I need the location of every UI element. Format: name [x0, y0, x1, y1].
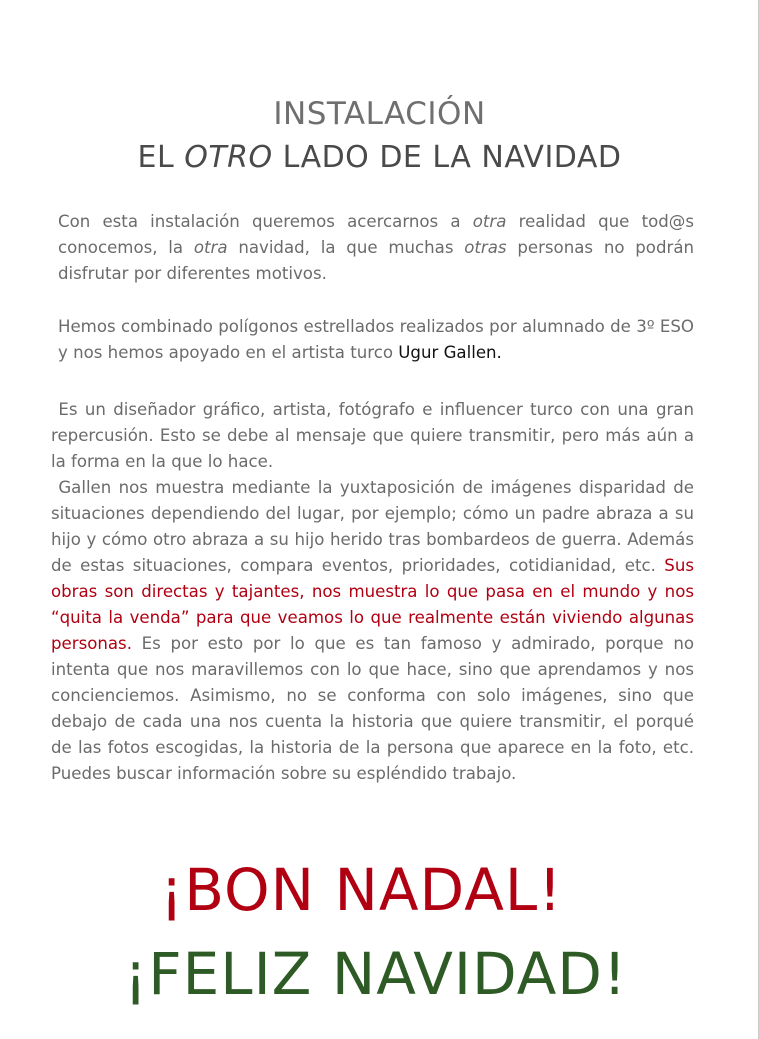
- subtitle-part-2: LADO DE LA NAVIDAD: [272, 140, 622, 175]
- p1-text-1: Con esta instalación queremos acercarnos a: [58, 212, 473, 231]
- subtitle-emphasis: OTRO: [184, 140, 273, 175]
- artist-name: Ugur Gallen.: [398, 343, 502, 362]
- highlighted-quote: Sus obras son directas y tajantes, nos muestra lo que pasa en el mundo y nos “quita la venda” para que veamos lo que realmente están viviendo algunas personas.: [51, 556, 694, 653]
- p1-emphasis-1: otra: [472, 212, 507, 231]
- artist-intro: [51, 397, 694, 475]
- greeting-bon-nadal: ¡BON NADAL!: [160, 856, 563, 924]
- p1-emphasis-2: otra: [193, 238, 228, 257]
- p1-emphasis-3: otras: [464, 238, 507, 257]
- p3-text-3: Es por esto por lo que es tan famoso y admirado, porque no intenta que nos maravillemos con lo que hace, sino que aprendamos y nos concienciemos. Asimismo, no se conforma con solo imágenes, sino que debajo de cada una nos cuenta la historia que quiere transmitir, el porqué de las fotos escogidas, la historia de la persona que aparece en la foto, etc. Puedes buscar información sobre su espléndido trabajo.: [51, 634, 694, 783]
- page-title: INSTALACIÓN: [273, 96, 486, 132]
- subtitle-part-1: EL: [137, 140, 185, 175]
- page-subtitle: [0, 140, 759, 175]
- p1-text-4: personas no podrán disfrutar por diferentes motivos.: [58, 238, 695, 283]
- greeting-feliz-navidad: ¡FELIZ NAVIDAD!: [124, 940, 628, 1008]
- p2-text: Hemos combinado polígonos estrellados realizados por alumnado de 3º ESO y nos hemos apoyado en el artista turco: [58, 317, 694, 362]
- artist-paragraph: [51, 397, 694, 787]
- p3-text-2: Gallen nos muestra mediante la yuxtaposición de imágenes disparidad de situaciones dependiendo del lugar, por ejemplo; cómo un padre abraza a su hijo y cómo otro abraza a su hijo herido tras bombardeos de guerra. Además de estas situaciones, compara eventos, prioridades, cotidianidad, etc.: [51, 478, 694, 575]
- intro-paragraph: [58, 209, 694, 287]
- p1-text-3: navidad, la que muchas: [227, 238, 465, 257]
- artist-description: [51, 475, 694, 787]
- p1-text-2: realidad que tod@s conocemos, la: [58, 212, 694, 257]
- method-paragraph: [58, 314, 694, 366]
- p3-text-1: Es un diseñador gráfico, artista, fotógrafo e influencer turco con una gran repercusión. Esto se debe al mensaje que quiere transmitir, pero más aún a la forma en la que lo hace.: [51, 400, 694, 471]
